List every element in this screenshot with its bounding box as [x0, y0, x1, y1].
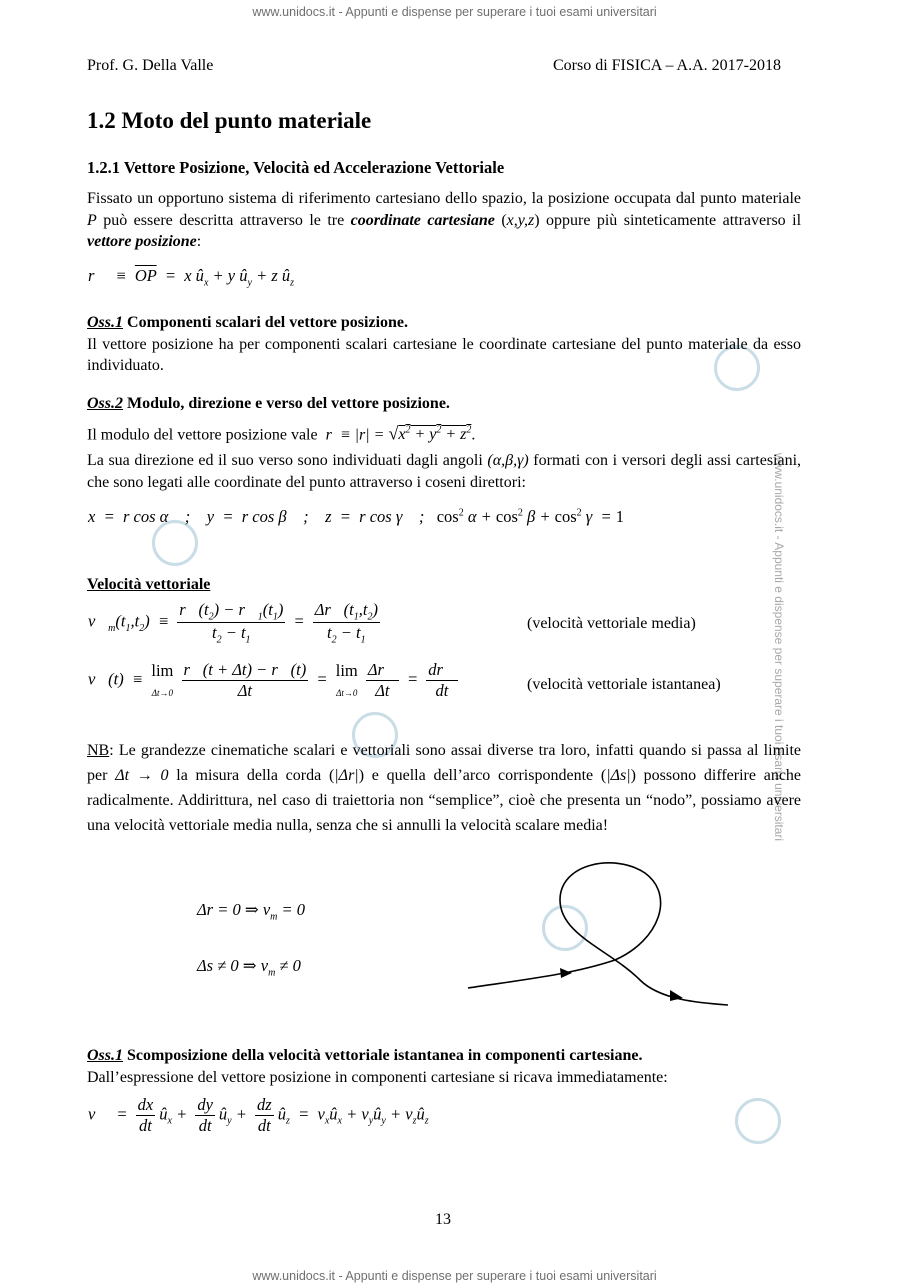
velocity-components-equation: v⃗ = $\frac{dx}{dt}$ $û_x$ + $\frac{dy}{dt}$ $û_y$ + $\frac{dz}{dt}$ $û_z$ = $v_xû_x$ + $v_yû_y$ + $v_zû_z$	[88, 1095, 429, 1135]
implication-1: Δr = 0 ⇒ $v_m = 0$	[197, 900, 306, 923]
logo-watermark	[735, 1098, 781, 1144]
position-equation: r⃗ ≡ $\overline{OP} = x$ $û_x + y$ $û_y + z$ $û_z$	[88, 266, 295, 289]
subsection-title: 1.2.1 Vettore Posizione, Velocità ed Accelerazione Vettoriale	[87, 158, 505, 177]
oss1b-block: Oss.1 Scomposizione della velocità vettoriale istantanea in componenti cartesiane. Dall’espressione del vettore posizione in componenti cartesiane si ricava immediatamente:	[87, 1047, 668, 1086]
watermark-top: www.unidocs.it - Appunti e dispense per superare i tuoi esami universitari	[252, 5, 657, 19]
header-course: Corso di FISICA – A.A. 2017-2018	[552, 57, 781, 74]
knot-trajectory-diagram	[460, 855, 740, 1015]
velocita-title: Velocità vettoriale	[87, 576, 211, 593]
arrow-icon	[560, 968, 572, 978]
nb-paragraph: NB: Le grandezze cinematiche scalari e vettoriali sono assai diverse tra loro, infatti quando si passa al limite per Δt → 0 la misura della corda (|Δr|) e quella dell’arco corrispondente (|Δs|) possono differire anche radicalmente. Addirittura, nel caso di traiettoria non “semplice”, cioè che presenta un “nodo”, possiamo avere una velocità vettoriale media nulla, senza che si annulli la velocità scalare media!	[87, 742, 802, 834]
oss1-block: Oss.1 Componenti scalari del vettore posizione. Il vettore posizione ha per componenti scalari cartesiane le coordinate cartesiane del punto materiale da esso individuato.	[87, 314, 801, 374]
watermark-bottom: www.unidocs.it - Appunti e dispense per superare i tuoi esami universitari	[252, 1269, 657, 1283]
velocita-media-equation: $v⃗_m(t_1,t_2)$ ≡ $\frac{r⃗(t_2) - r⃗_1(t_1)}{t_2 - t_1}$ = $\frac{\Delta r⃗(t_1,t_2)}{t_2 - t_1}$	[88, 600, 378, 646]
header-author: Prof. G. Della Valle	[87, 57, 214, 74]
implication-2: Δs ≠ 0 ⇒ $v_m \ne 0$	[197, 956, 301, 979]
velocita-istantanea-label: (velocità vettoriale istantanea)	[527, 676, 721, 693]
watermark-right: www.unidocs.it - Appunti e dispense per superare i tuoi esami universitari	[772, 452, 787, 842]
section-title: 1.2 Moto del punto materiale	[87, 108, 372, 133]
direction-cosines: x = r cos α ; y = r cos β ; z = r cos γ ; $\cos^2 \alpha + \cos^2 \beta + \cos^2 \gamma = 1$	[88, 507, 625, 526]
page-number: 13	[435, 1211, 451, 1228]
velocita-istantanea-equation: v⃗(t) ≡ lim Δt→0 $\frac{r⃗(t + \Delta t) - r⃗(t)}{\Delta t}$ = lim Δt→0 $\frac{\Delta r⃗}{\Delta t}$ = $\frac{dr⃗}{dt}$	[88, 660, 456, 700]
intro-paragraph: Fissato un opportuno sistema di riferimento cartesiano dello spazio, la posizione occupata dal punto materiale P può essere descritta attraverso le tre coordinate cartesiane (x,y,z) oppure più sinteticamente attraverso il vettore posizione:	[87, 190, 802, 250]
trajectory-path	[468, 863, 728, 1005]
modulo-line: Il modulo del vettore posizione vale $r \equiv |r| = √x^2 + y^2 + z^2$.	[87, 423, 476, 444]
velocita-media-label: (velocità vettoriale media)	[527, 615, 696, 632]
direzione-paragraph: La sua direzione ed il suo verso sono individuati dagli angoli (α,β,γ) formati con i versori degli assi cartesiani, che sono legati alle coordinate del punto attraverso i coseni direttori:	[87, 452, 802, 491]
oss2-block: Oss.2 Modulo, direzione e verso del vettore posizione.	[87, 395, 450, 412]
